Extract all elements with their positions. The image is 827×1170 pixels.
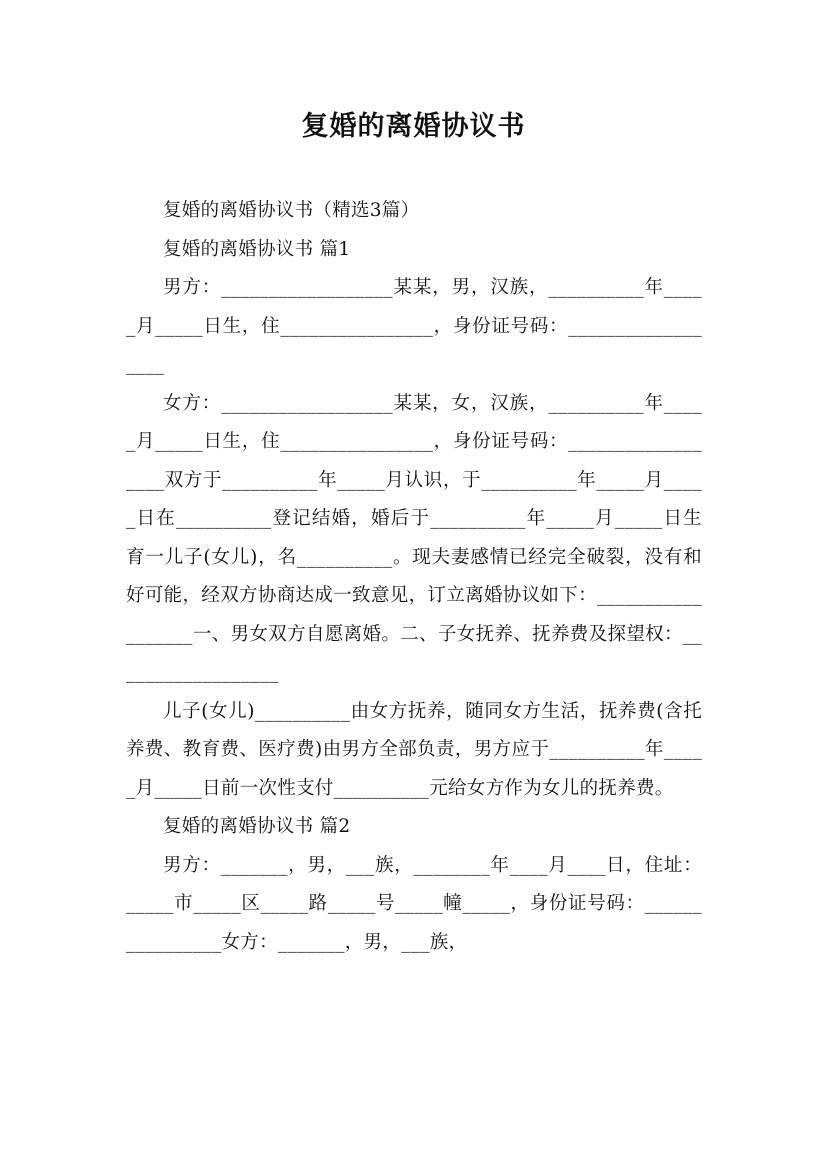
document-title: 复婚的离婚协议书 [301, 111, 526, 142]
paragraph-male-party: 男方：__________________某某，男，汉族，__________年_____月_____日生，住________________，身份证号码：__________________ [126, 277, 702, 375]
document-body [126, 192, 702, 962]
paragraph-section-2-parties: 男方：_______，男，___族，________年____月____日，住址：_____市_____区_____路_____号_____幢_____，身份证号码：________________女方：_______，男，___族， [126, 854, 702, 953]
paragraph-section-2-heading: 复婚的离婚协议书 篇2 [163, 816, 351, 837]
paragraph-subtitle: 复婚的离婚协议书（精选3篇） [163, 200, 420, 221]
paragraph-section-1-heading: 复婚的离婚协议书 篇1 [163, 238, 351, 260]
paragraph-child-custody: 儿子(女儿)__________由女方抚养，随同女方生活，抚养费(含托养费、教育费、医疗费)由男方全部负责，男方应于__________年_____月_____日前一次性支付__________元给女方作为女儿的抚养费。 [126, 700, 702, 799]
paragraph-female-party: 女方：__________________某某，女，汉族，__________年_____月_____日生，住________________，身份证号码：__________________双方于__________年_____月认识，于__________年_____月_____日在__________登记结婚，婚后于__________年_____月_____日生育一儿子(女儿)，名__________。现夫妻感情已经完全破裂，没有和好可能，经双方协商达成一致意见，订立离婚协议如下：__________________一、男女双方自愿离婚。二、子女抚养、抚养费及探望权：__________________ [126, 392, 702, 683]
